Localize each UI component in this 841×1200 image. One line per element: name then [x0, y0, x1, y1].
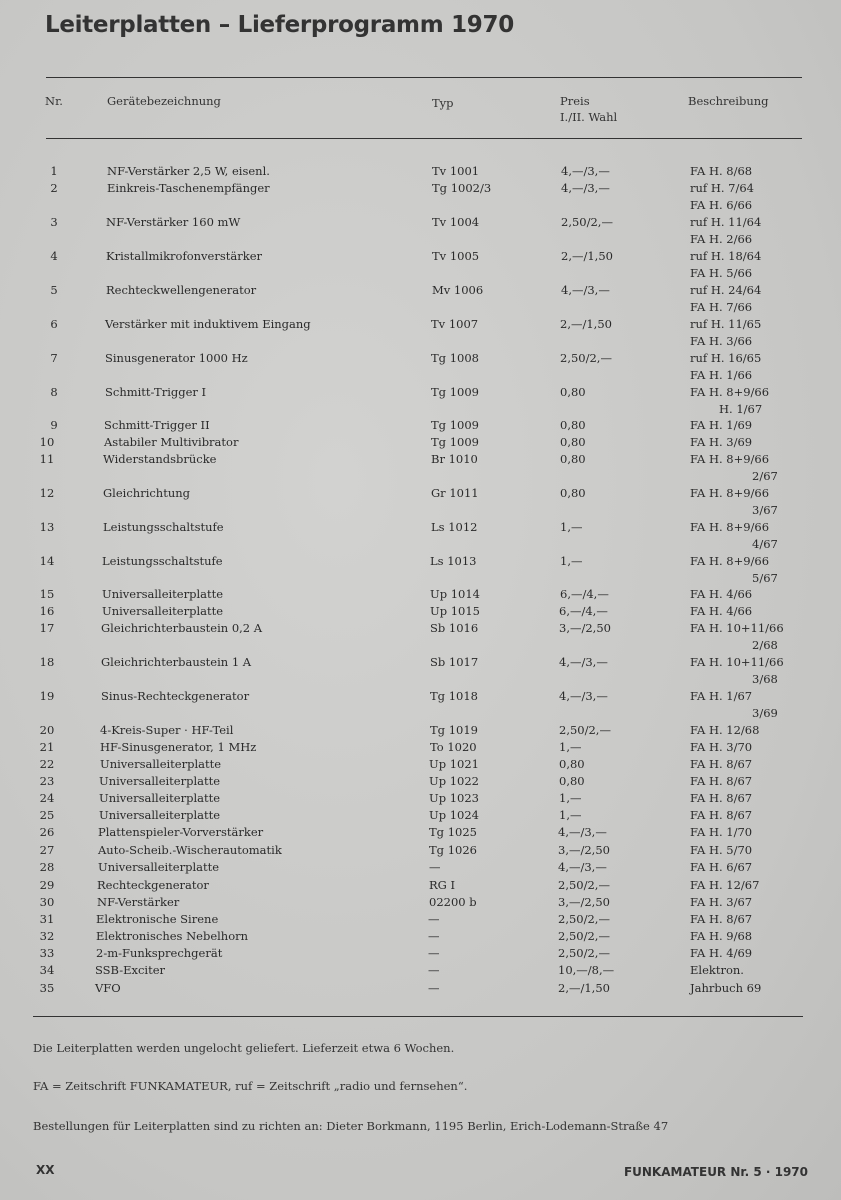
row-type: Tv 1001: [432, 164, 480, 178]
table-row: [0, 946, 841, 963]
row-type: Up 1014: [430, 587, 480, 601]
row-description: ruf H. 11/64: [690, 215, 762, 229]
row-description: FA H. 1/69: [690, 418, 753, 432]
table-row: [0, 843, 841, 860]
row-device-name: Gleichrichterbaustein 0,2 A: [101, 621, 263, 635]
row-price: 1,—: [560, 554, 583, 568]
row-description: ruf H. 11/65: [690, 317, 762, 331]
row-price: 2,50/2,—: [560, 351, 612, 365]
row-description: FA H. 12/67: [690, 878, 760, 892]
row-number: 29: [39, 878, 55, 892]
row-description: FA H. 8/67: [690, 791, 753, 805]
row-price: 1,—: [559, 791, 582, 805]
row-number: 16: [39, 604, 55, 618]
row-description: FA H. 8/68: [690, 164, 753, 178]
row-type: To 1020: [430, 740, 477, 754]
row-description: FA H. 8/67: [690, 808, 753, 822]
row-price: 0,80: [559, 774, 585, 788]
row-device-name: NF-Verstärker 160 mW: [106, 215, 241, 229]
row-description: 4/67: [752, 537, 778, 551]
issue-label: FUNKAMATEUR Nr. 5 · 1970: [623, 1165, 808, 1179]
table-row: [0, 723, 841, 740]
table-row: [0, 757, 841, 774]
row-type: Tg 1009: [431, 418, 479, 432]
row-number: 24: [39, 791, 55, 805]
table-row: [0, 689, 841, 720]
row-description: FA H. 1/67: [690, 689, 753, 703]
table-row: [0, 554, 841, 585]
row-device-name: Gleichrichtung: [103, 486, 191, 500]
row-number: 33: [39, 946, 55, 960]
row-device-name: Gleichrichterbaustein 1 A: [101, 655, 252, 669]
note-orders: Bestellungen für Leiterplatten sind zu richten an: Dieter Borkmann, 1195 Berlin, Erich-Lodemann-Straße 47: [33, 1119, 669, 1133]
row-device-name: Elektronisches Nebelhorn: [96, 929, 249, 943]
row-description: FA H. 2/66: [690, 232, 753, 246]
row-type: —: [428, 981, 440, 995]
row-number: 1: [50, 164, 58, 178]
row-type: Ls 1013: [430, 554, 477, 568]
row-description: FA H. 7/66: [690, 300, 753, 314]
row-description: FA H. 10+11/66: [690, 655, 784, 669]
row-description: 5/67: [752, 571, 778, 585]
row-device-name: Widerstandsbrücke: [103, 452, 217, 466]
table-row: [0, 912, 841, 929]
row-description: FA H. 10+11/66: [690, 621, 784, 635]
row-price: 4,—/3,—: [559, 689, 608, 703]
row-price: 2,50/2,—: [558, 946, 610, 960]
row-device-name: HF-Sinusgenerator, 1 MHz: [100, 740, 257, 754]
row-price: 2,—/1,50: [561, 249, 613, 263]
row-description: FA H. 6/66: [690, 198, 753, 212]
row-type: Sb 1017: [430, 655, 479, 669]
row-description: FA H. 4/66: [690, 604, 753, 618]
row-device-name: Verstärker mit induktivem Eingang: [105, 317, 311, 331]
row-description: H. 1/67: [719, 402, 763, 416]
row-type: Up 1021: [429, 757, 479, 771]
row-number: 32: [39, 929, 55, 943]
row-device-name: Sinus-Rechteckgenerator: [101, 689, 250, 703]
row-description: 3/69: [752, 706, 778, 720]
row-type: Tv 1005: [432, 249, 480, 263]
table-row: [0, 283, 841, 314]
row-device-name: Universalleiterplatte: [102, 604, 224, 618]
page-number: XX: [36, 1163, 55, 1177]
row-price: 2,—/1,50: [560, 317, 612, 331]
table-row: [0, 249, 841, 280]
row-number: 35: [39, 981, 55, 995]
row-number: 2: [50, 181, 58, 195]
row-price: 4,—/3,—: [561, 283, 610, 297]
row-description: FA H. 8/67: [690, 774, 753, 788]
row-type: Up 1022: [429, 774, 479, 788]
row-device-name: SSB-Exciter: [95, 963, 166, 977]
row-description: FA H. 3/66: [690, 334, 753, 348]
row-description: FA H. 3/69: [690, 435, 753, 449]
row-number: 19: [39, 689, 55, 703]
row-description: FA H. 1/70: [690, 825, 753, 839]
row-price: 3,—/2,50: [558, 843, 610, 857]
table-row: [0, 963, 841, 980]
row-description: FA H. 8+9/66: [690, 385, 770, 399]
row-description: FA H. 9/68: [690, 929, 753, 943]
row-description: Elektron.: [690, 963, 744, 977]
row-type: Ls 1012: [431, 520, 478, 534]
header-preis-label: Preis: [560, 94, 590, 108]
row-description: 3/67: [752, 503, 778, 517]
row-price: 3,—/2,50: [558, 895, 610, 909]
table-row: [0, 520, 841, 551]
row-description: ruf H. 18/64: [690, 249, 762, 263]
row-device-name: Rechteckgenerator: [97, 878, 209, 892]
row-device-name: Universalleiterplatte: [99, 791, 221, 805]
row-description: FA H. 12/68: [690, 723, 760, 737]
row-description: ruf H. 16/65: [690, 351, 762, 365]
page-title: Leiterplatten – Lieferprogramm 1970: [45, 12, 514, 38]
row-type: 02200 b: [429, 895, 477, 909]
row-device-name: NF-Verstärker 2,5 W, eisenl.: [107, 164, 270, 178]
table-row: [0, 808, 841, 825]
row-description: FA H. 3/70: [690, 740, 753, 754]
row-type: RG I: [429, 878, 456, 892]
row-price: 4,—/3,—: [558, 860, 607, 874]
table-row: [0, 655, 841, 686]
row-number: 6: [50, 317, 58, 331]
row-number: 9: [50, 418, 58, 432]
row-price: 0,80: [559, 757, 585, 771]
row-type: Tg 1008: [431, 351, 479, 365]
note-delivery: Die Leiterplatten werden ungelocht geliefert. Lieferzeit etwa 6 Wochen.: [33, 1041, 455, 1055]
row-price: 4,—/3,—: [558, 825, 607, 839]
table-row: [0, 385, 841, 416]
row-price: 2,50/2,—: [561, 215, 613, 229]
header-typ: Typ: [432, 96, 454, 110]
row-device-name: Sinusgenerator 1000 Hz: [105, 351, 248, 365]
table-row: [0, 215, 841, 246]
row-device-name: Universalleiterplatte: [102, 587, 224, 601]
table-row: [0, 452, 841, 483]
row-price: 0,80: [560, 435, 586, 449]
row-number: 31: [39, 912, 55, 926]
row-device-name: Schmitt-Trigger I: [105, 385, 207, 399]
header-name: Gerätebezeichnung: [107, 94, 221, 108]
table-row: [0, 587, 841, 604]
row-number: 25: [39, 808, 55, 822]
row-description: FA H. 6/67: [690, 860, 753, 874]
table-row: [0, 860, 841, 877]
row-description: FA H. 8/67: [690, 912, 753, 926]
row-price: 1,—: [560, 520, 583, 534]
row-device-name: Leistungsschaltstufe: [103, 520, 224, 534]
header-preis-sub: I./II. Wahl: [560, 110, 618, 124]
row-device-name: Rechteckwellengenerator: [106, 283, 257, 297]
row-description: FA H. 3/67: [690, 895, 753, 909]
table-row: [0, 351, 841, 382]
row-number: 10: [39, 435, 55, 449]
row-device-name: Universalleiterplatte: [98, 860, 220, 874]
table-row: [0, 486, 841, 517]
header-beschreibung: Beschreibung: [688, 94, 769, 108]
row-price: 1,—: [559, 808, 582, 822]
table-row: [0, 825, 841, 842]
table-row: [0, 435, 841, 452]
row-number: 15: [39, 587, 55, 601]
top-rule: [46, 77, 802, 78]
row-type: Tg 1002/3: [432, 181, 492, 195]
table-row: [0, 621, 841, 652]
table-row: [0, 181, 841, 212]
row-number: 28: [39, 860, 55, 874]
row-type: Tv 1007: [431, 317, 479, 331]
table-row: [0, 317, 841, 348]
row-description: FA H. 8/67: [690, 757, 753, 771]
row-description: FA H. 4/69: [690, 946, 753, 960]
row-price: 1,—: [559, 740, 582, 754]
row-price: 0,80: [560, 452, 586, 466]
row-price: 0,80: [560, 418, 586, 432]
row-type: Tg 1018: [430, 689, 478, 703]
row-number: 22: [39, 757, 55, 771]
row-number: 21: [39, 740, 55, 754]
row-description: ruf H. 7/64: [690, 181, 754, 195]
row-price: 6,—/4,—: [559, 604, 608, 618]
row-number: 3: [50, 215, 58, 229]
bottom-rule: [33, 1016, 803, 1017]
row-type: Tv 1004: [432, 215, 480, 229]
note-abbreviations: FA = Zeitschrift FUNKAMATEUR, ruf = Zeitschrift „radio und fernsehen“.: [33, 1079, 468, 1093]
row-type: —: [428, 912, 440, 926]
row-number: 17: [39, 621, 55, 635]
row-type: —: [428, 929, 440, 943]
row-price: 4,—/3,—: [561, 164, 610, 178]
row-number: 8: [50, 385, 58, 399]
table-row: [0, 878, 841, 895]
row-number: 30: [39, 895, 55, 909]
row-type: —: [428, 946, 440, 960]
table-row: [0, 164, 841, 181]
row-price: 4,—/3,—: [561, 181, 610, 195]
row-type: Tg 1025: [429, 825, 477, 839]
row-number: 7: [50, 351, 58, 365]
row-description: FA H. 4/66: [690, 587, 753, 601]
table-row: [0, 774, 841, 791]
header-preis: [560, 94, 617, 124]
row-number: 13: [39, 520, 55, 534]
row-description: FA H. 8+9/66: [690, 554, 770, 568]
row-description: 3/68: [752, 672, 778, 686]
table-row: [0, 895, 841, 912]
row-type: —: [429, 860, 441, 874]
row-number: 4: [50, 249, 58, 263]
row-type: Up 1015: [430, 604, 480, 618]
row-device-name: Universalleiterplatte: [99, 808, 221, 822]
row-device-name: Einkreis-Taschenempfänger: [107, 181, 270, 195]
table-row: [0, 604, 841, 621]
row-description: ruf H. 24/64: [690, 283, 762, 297]
row-type: Up 1024: [429, 808, 479, 822]
row-device-name: Universalleiterplatte: [99, 774, 221, 788]
row-type: Tg 1009: [431, 385, 479, 399]
row-price: 2,50/2,—: [558, 912, 610, 926]
row-device-name: Plattenspieler-Vorverstärker: [98, 825, 264, 839]
row-price: 0,80: [560, 486, 586, 500]
row-price: 4,—/3,—: [559, 655, 608, 669]
row-number: 11: [39, 452, 55, 466]
row-device-name: Elektronische Sirene: [96, 912, 219, 926]
row-number: 27: [39, 843, 55, 857]
row-type: Tg 1009: [431, 435, 479, 449]
row-device-name: Astabiler Multivibrator: [104, 435, 239, 449]
row-description: FA H. 8+9/66: [690, 486, 770, 500]
table-row: [0, 929, 841, 946]
row-device-name: Leistungsschaltstufe: [102, 554, 223, 568]
row-price: 2,50/2,—: [558, 929, 610, 943]
row-description: FA H. 5/66: [690, 266, 753, 280]
row-number: 26: [39, 825, 55, 839]
row-number: 20: [39, 723, 55, 737]
row-price: 6,—/4,—: [560, 587, 609, 601]
row-number: 12: [39, 486, 55, 500]
row-device-name: 2-m-Funksprechgerät: [96, 946, 223, 960]
row-price: 3,—/2,50: [559, 621, 611, 635]
row-description: FA H. 8+9/66: [690, 452, 770, 466]
header-rule: [46, 138, 802, 139]
row-type: —: [428, 963, 440, 977]
row-device-name: 4-Kreis-Super · HF-Teil: [100, 723, 234, 737]
table-row: [0, 981, 841, 998]
row-number: 18: [39, 655, 55, 669]
row-number: 23: [39, 774, 55, 788]
row-price: 2,50/2,—: [559, 723, 611, 737]
row-number: 14: [39, 554, 55, 568]
table-row: [0, 740, 841, 757]
row-type: Gr 1011: [431, 486, 479, 500]
row-price: 10,—/8,—: [558, 963, 615, 977]
row-type: Sb 1016: [430, 621, 479, 635]
row-type: Mv 1006: [432, 283, 484, 297]
row-price: 2,50/2,—: [558, 878, 610, 892]
row-description: FA H. 8+9/66: [690, 520, 770, 534]
row-device-name: NF-Verstärker: [97, 895, 180, 909]
row-type: Tg 1019: [430, 723, 478, 737]
table-row: [0, 418, 841, 435]
row-description: FA H. 5/70: [690, 843, 753, 857]
row-device-name: Auto-Scheib.-Wischerautomatik: [98, 843, 282, 857]
row-device-name: Kristallmikrofonverstärker: [106, 249, 263, 263]
row-number: 34: [39, 963, 55, 977]
row-device-name: Schmitt-Trigger II: [104, 418, 210, 432]
header-nr: Nr.: [45, 94, 63, 108]
row-type: Up 1023: [429, 791, 479, 805]
row-description: Jahrbuch 69: [690, 981, 762, 995]
row-type: Tg 1026: [429, 843, 477, 857]
table-row: [0, 791, 841, 808]
row-number: 5: [50, 283, 58, 297]
row-price: 2,—/1,50: [558, 981, 610, 995]
row-description: 2/67: [752, 469, 778, 483]
row-price: 0,80: [560, 385, 586, 399]
row-device-name: VFO: [95, 981, 121, 995]
row-type: Br 1010: [431, 452, 478, 466]
row-device-name: Universalleiterplatte: [100, 757, 222, 771]
row-description: 2/68: [752, 638, 778, 652]
row-description: FA H. 1/66: [690, 368, 753, 382]
